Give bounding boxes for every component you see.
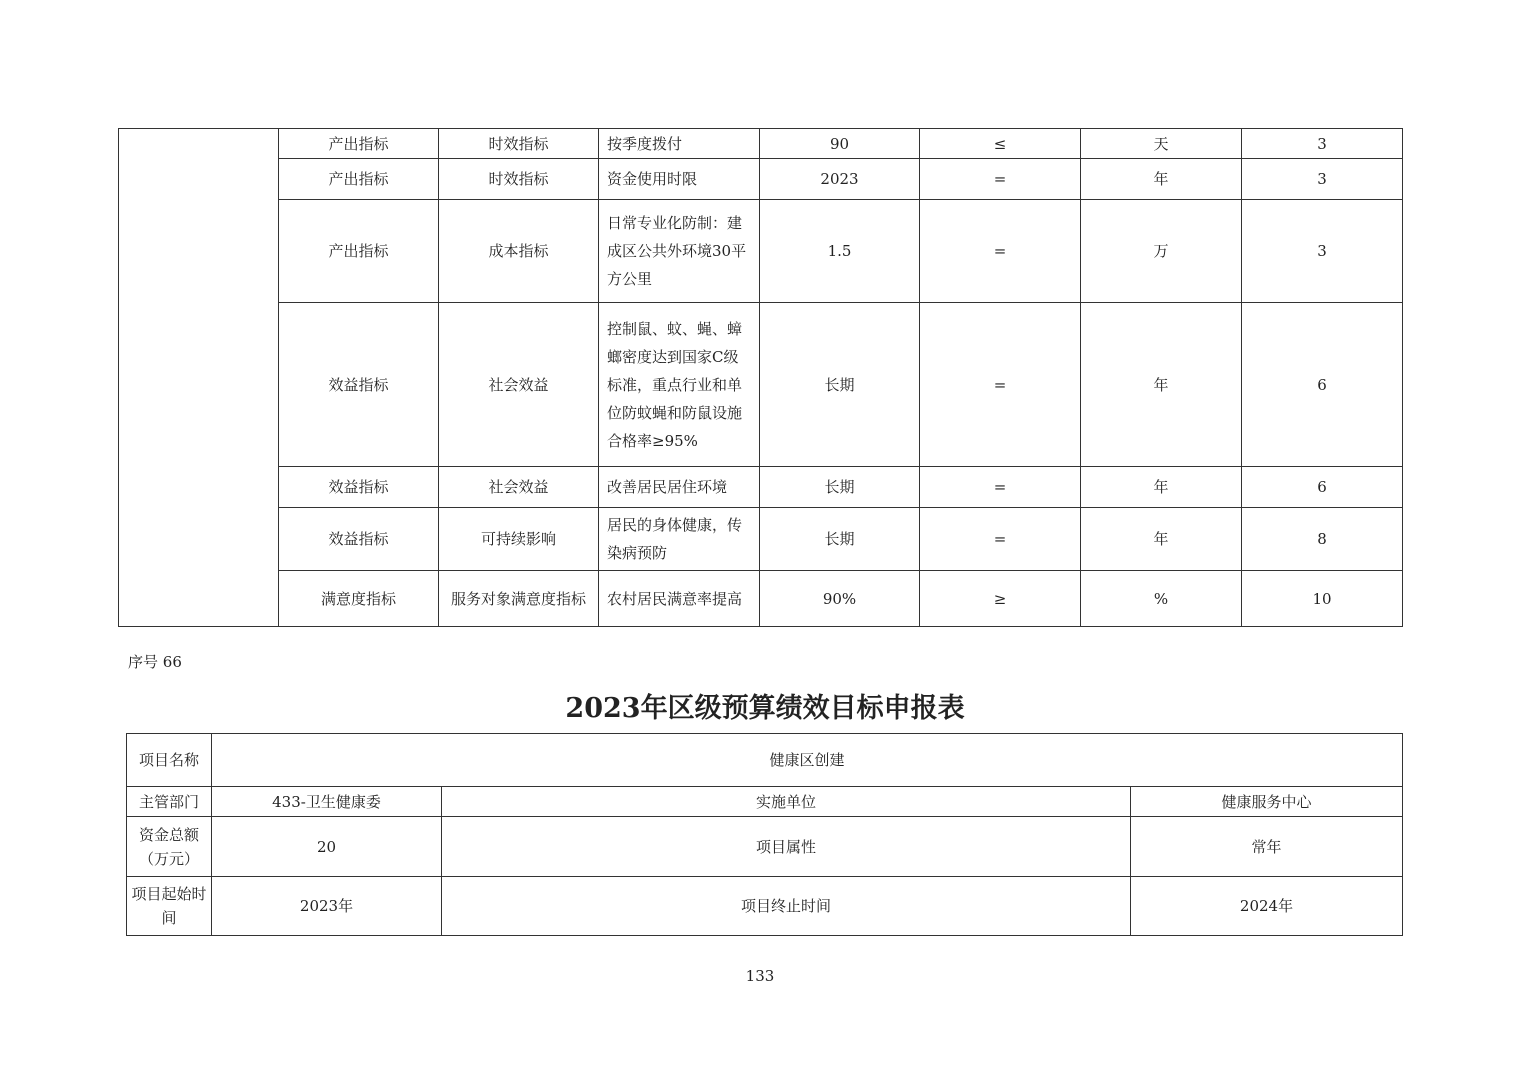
- operator-cell: =: [920, 303, 1081, 467]
- funds-value: 20: [212, 817, 442, 877]
- indicator-content-cell: 控制鼠、蚊、蝇、蟑螂密度达到国家C级标准，重点行业和单位防蚊蝇和防鼠设施合格率≥95%: [599, 303, 760, 467]
- sequence-number: 66: [162, 653, 182, 671]
- table-row: [119, 303, 1403, 467]
- page-title: 2023年区级预算绩效目标申报表: [565, 693, 965, 724]
- impl-unit-value: 健康服务中心: [1131, 787, 1403, 817]
- indicator-content-cell: 农村居民满意率提高: [599, 571, 760, 627]
- operator-cell: ≤: [920, 129, 1081, 159]
- level1-indicator-cell: 效益指标: [279, 303, 439, 467]
- table-row: [119, 571, 1403, 627]
- target-value-cell: 2023: [760, 159, 920, 200]
- target-value-cell: 长期: [760, 303, 920, 467]
- operator-cell: =: [920, 159, 1081, 200]
- target-value-cell: 长期: [760, 508, 920, 571]
- table-row: [119, 508, 1403, 571]
- level2-indicator-cell: 服务对象满意度指标: [439, 571, 599, 627]
- table-row: [127, 817, 1403, 877]
- level1-indicator-cell: 产出指标: [279, 159, 439, 200]
- sequence-label-text: 序号: [128, 653, 159, 671]
- start-time-value: 2023年: [212, 877, 442, 936]
- score-cell: 6: [1242, 303, 1403, 467]
- level2-indicator-cell: 时效指标: [439, 159, 599, 200]
- operator-cell: =: [920, 200, 1081, 303]
- target-value-cell: 1.5: [760, 200, 920, 303]
- target-value-cell: 90: [760, 129, 920, 159]
- unit-cell: 年: [1081, 159, 1242, 200]
- level1-indicator-cell: 满意度指标: [279, 571, 439, 627]
- project-info-table: [126, 733, 1403, 936]
- unit-cell: 年: [1081, 303, 1242, 467]
- dept-label: 主管部门: [127, 787, 212, 817]
- score-cell: 3: [1242, 129, 1403, 159]
- indicator-content-cell: 资金使用时限: [599, 159, 760, 200]
- project-attr-value: 常年: [1131, 817, 1403, 877]
- funds-label: 资金总额（万元）: [127, 817, 212, 877]
- project-attr-label: 项目属性: [442, 817, 1131, 877]
- score-cell: 6: [1242, 467, 1403, 508]
- score-cell: 8: [1242, 508, 1403, 571]
- project-name-value: 健康区创建: [212, 734, 1403, 787]
- table-row: [119, 200, 1403, 303]
- start-time-label: 项目起始时间: [127, 877, 212, 936]
- score-cell: 10: [1242, 571, 1403, 627]
- table-row: [119, 159, 1403, 200]
- indicator-content-cell: 改善居民居住环境: [599, 467, 760, 508]
- operator-cell: =: [920, 508, 1081, 571]
- dept-value: 433-卫生健康委: [212, 787, 442, 817]
- table-row: [119, 129, 1403, 159]
- indicator-content-cell: 居民的身体健康，传染病预防: [599, 508, 760, 571]
- target-value-cell: 90%: [760, 571, 920, 627]
- unit-cell: 年: [1081, 508, 1242, 571]
- end-time-label: 项目终止时间: [442, 877, 1131, 936]
- score-cell: 3: [1242, 159, 1403, 200]
- unit-cell: 年: [1081, 467, 1242, 508]
- table-row: [127, 734, 1403, 787]
- level1-indicator-cell: 效益指标: [279, 467, 439, 508]
- level1-indicator-cell: 产出指标: [279, 129, 439, 159]
- level2-indicator-cell: 可持续影响: [439, 508, 599, 571]
- indicator-content-cell: 按季度拨付: [599, 129, 760, 159]
- level2-indicator-cell: 时效指标: [439, 129, 599, 159]
- unit-cell: 天: [1081, 129, 1242, 159]
- performance-metrics-table: [118, 128, 1403, 627]
- level2-indicator-cell: 成本指标: [439, 200, 599, 303]
- level2-indicator-cell: 社会效益: [439, 467, 599, 508]
- merged-blank-cell: [119, 129, 279, 627]
- table-row: [127, 877, 1403, 936]
- sequence-label: [128, 651, 182, 672]
- operator-cell: ≥: [920, 571, 1081, 627]
- unit-cell: 万: [1081, 200, 1242, 303]
- impl-unit-label: 实施单位: [442, 787, 1131, 817]
- table-row: [119, 467, 1403, 508]
- score-cell: 3: [1242, 200, 1403, 303]
- unit-cell: %: [1081, 571, 1242, 627]
- table-row: [127, 787, 1403, 817]
- page-number: 133: [745, 967, 775, 985]
- level1-indicator-cell: 产出指标: [279, 200, 439, 303]
- operator-cell: =: [920, 467, 1081, 508]
- project-name-label: 项目名称: [127, 734, 212, 787]
- indicator-content-cell: 日常专业化防制：建成区公共外环境30平方公里: [599, 200, 760, 303]
- end-time-value: 2024年: [1131, 877, 1403, 936]
- level1-indicator-cell: 效益指标: [279, 508, 439, 571]
- target-value-cell: 长期: [760, 467, 920, 508]
- level2-indicator-cell: 社会效益: [439, 303, 599, 467]
